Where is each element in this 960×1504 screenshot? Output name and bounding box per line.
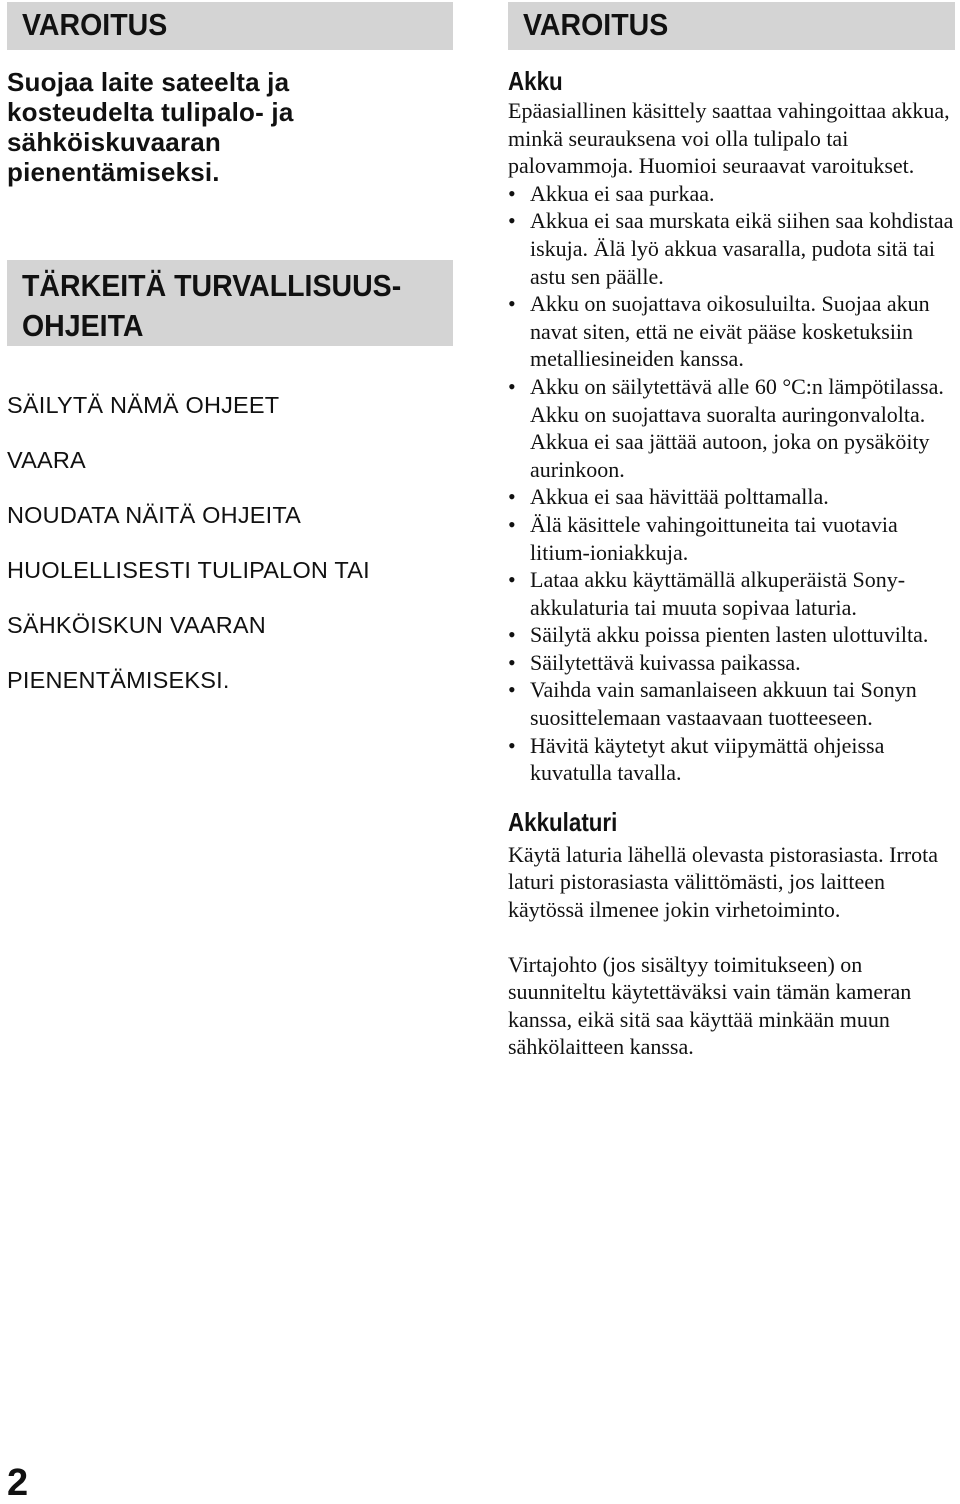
bullet-icon: • <box>508 180 516 206</box>
safety-line: PIENENTÄMISEKSI. <box>7 666 230 693</box>
list-item-text: Lataa akku käyttämällä alkuperäistä Sony-akkulaturia tai muuta sopivaa laturia. <box>530 567 906 620</box>
bullet-icon: • <box>508 732 516 758</box>
fire-shock-warning-text: Suojaa laite sateelta ja kosteudelta tulipalo- ja sähköiskuvaaran pienentämiseksi. <box>7 67 294 187</box>
bullet-icon: • <box>508 677 516 703</box>
list-item <box>508 290 955 373</box>
list-item <box>508 732 955 787</box>
list-item-text: Akku on suojattava oikosuluilta. Suojaa akun navat siten, että ne eivät pääse kosketuksiin metalliesineiden kanssa. <box>530 291 930 372</box>
right-column <box>508 0 955 1061</box>
bullet-icon: • <box>508 649 516 675</box>
list-item <box>508 180 955 208</box>
safety-line: NOUDATA NÄITÄ OHJEITA <box>7 501 302 528</box>
warning-heading: VAROITUS <box>22 7 168 42</box>
list-item <box>508 207 955 290</box>
battery-warning-list <box>508 180 955 787</box>
list-item-text: Akkua ei saa purkaa. <box>530 180 715 206</box>
list-item-text: Akku on säilytettävä alle 60 °C:n lämpötilassa. Akku on suojattava suoralta auringonvalolta. Akkua ei saa jättää autoon, joka on pysäköity aurinkoon. <box>530 373 944 482</box>
bullet-icon: • <box>508 567 516 593</box>
warning-heading-box <box>7 2 453 50</box>
safety-heading: TÄRKEITÄ TURVALLISUUS- OHJEITA <box>22 268 402 343</box>
warning-heading-box-right <box>508 2 955 50</box>
safety-line: VAARA <box>7 446 86 473</box>
battery-intro: Epäasiallinen käsittely saattaa vahingoittaa akkua, minkä seurauksena voi olla tulipalo tai palovammoja. Huomioi seuraavat varoitukset. <box>508 98 950 179</box>
charger-heading: Akkulaturi <box>508 806 618 837</box>
left-column <box>7 0 453 722</box>
safety-line: SÄHKÖISKUN VAARAN <box>7 611 266 638</box>
list-item <box>508 676 955 731</box>
list-item-text: Vaihda vain samanlaiseen akkuun tai Sonyn suosittelemaan vastaavaan tuotteeseen. <box>530 677 917 731</box>
bullet-icon: • <box>508 622 516 648</box>
list-item <box>508 511 955 566</box>
list-item <box>508 373 955 483</box>
power-cord-paragraph: Virtajohto (jos sisältyy toimitukseen) on suunniteltu käytettäväksi vain tämän kameran kanssa, eikä sitä saa käyttää minkään muun sähkölaitteen kanssa. <box>508 951 912 1060</box>
list-item <box>508 649 955 677</box>
bullet-icon: • <box>508 511 516 537</box>
list-item-text: Hävitä käytetyt akut viipymättä ohjeissa kuvatulla tavalla. <box>530 732 885 786</box>
list-item-text: Akkua ei saa hävittää polttamalla. <box>530 484 829 510</box>
safety-line: SÄILYTÄ NÄMÄ OHJEET <box>7 391 280 418</box>
page-number: 2 <box>7 1462 29 1504</box>
charger-paragraph: Käytä laturia lähellä olevasta pistorasiasta. Irrota laturi pistorasiasta välittömästi, jos laitteen käytössä ilmenee jokin virhetoiminto. <box>508 841 939 923</box>
list-item <box>508 621 955 649</box>
list-item <box>508 566 955 621</box>
list-item <box>508 483 955 511</box>
safety-instructions-block <box>7 364 453 722</box>
safety-line: HUOLELLISESTI TULIPALON TAI <box>7 556 370 583</box>
list-item-text: Akkua ei saa murskata eikä siihen saa kohdistaa iskuja. Älä lyö akkua vasaralla, pudota sitä tai astu sen päälle. <box>530 208 954 289</box>
list-item-text: Säilytä akku poissa pienten lasten ulottuvilta. <box>530 622 929 648</box>
bullet-icon: • <box>508 291 516 317</box>
list-item-text: Älä käsittele vahingoittuneita tai vuotavia litium-ioniakkuja. <box>530 511 898 565</box>
bullet-icon: • <box>508 373 516 399</box>
bullet-icon: • <box>508 484 516 510</box>
warning-heading-right: VAROITUS <box>523 7 669 42</box>
bullet-icon: • <box>508 208 516 234</box>
battery-heading: Akku <box>508 66 563 96</box>
safety-heading-box <box>7 260 453 346</box>
list-item-text: Säilytettävä kuivassa paikassa. <box>530 649 801 675</box>
